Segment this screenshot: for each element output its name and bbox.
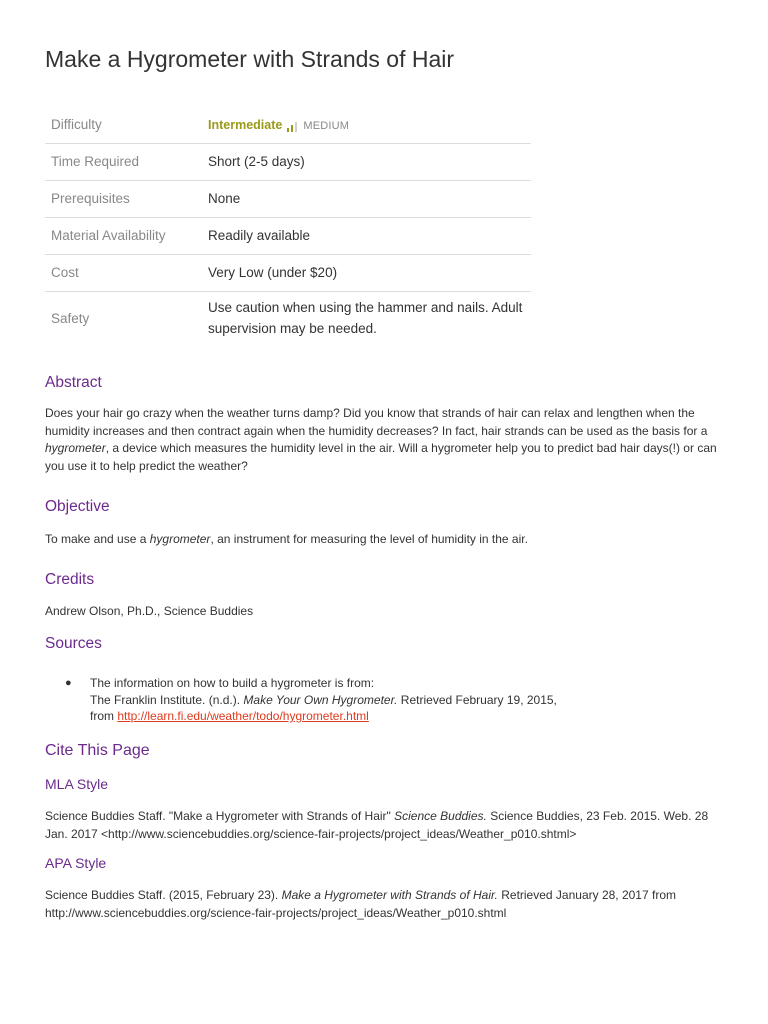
difficulty-level: Intermediate xyxy=(208,117,283,132)
meta-row-difficulty xyxy=(45,106,531,143)
objective-text xyxy=(45,531,725,549)
abstract-text-emphasis: hygrometer xyxy=(45,441,106,455)
meta-row-cost xyxy=(45,254,531,291)
bullet-icon: ● xyxy=(65,677,72,689)
difficulty-tag: MEDIUM xyxy=(303,119,350,132)
meta-key: Prerequisites xyxy=(45,180,202,217)
source-retrieved: Retrieved February 19, 2015, xyxy=(397,692,557,707)
meta-value: Readily available xyxy=(202,217,531,254)
mla-heading: MLA Style xyxy=(45,776,109,792)
abstract-text-part: , a device which measures the humidity level in the air. Will a hygrometer help you to predict bad hair days(!) or can you use it to help predict the weather? xyxy=(45,441,717,473)
source-title: Make Your Own Hygrometer. xyxy=(243,692,398,707)
project-meta-table xyxy=(45,106,531,345)
difficulty-bars-icon xyxy=(287,117,299,132)
meta-key: Time Required xyxy=(45,143,202,180)
source-line xyxy=(90,708,690,725)
credits-text: Andrew Olson, Ph.D., Science Buddies xyxy=(45,604,254,618)
mla-text-part: Science Buddies, 23 Feb. 2015. Web. 28 Jan. 2017 <http://www.sciencebuddies.org/science-fair-projects/project_ideas/Weather_p010.shtml> xyxy=(45,809,709,841)
mla-citation xyxy=(45,808,725,843)
meta-value: Short (2-5 days) xyxy=(202,143,531,180)
list-item xyxy=(90,675,690,725)
page-title: Make a Hygrometer with Strands of Hair xyxy=(45,46,455,72)
mla-text-emphasis: Science Buddies. xyxy=(394,809,487,823)
meta-value: None xyxy=(202,180,531,217)
apa-text-emphasis: Make a Hygrometer with Strands of Hair. xyxy=(281,888,498,902)
abstract-text-part: Does your hair go crazy when the weather turns damp? Did you know that strands of hair can relax and lengthen when the humidity increases and then contract again when the humidity decreases? In fact, hair strands can be used as the basis for a xyxy=(45,406,708,438)
meta-row-material xyxy=(45,217,531,254)
sources-heading: Sources xyxy=(45,635,102,652)
apa-heading: APA Style xyxy=(45,855,107,871)
meta-value: Very Low (under $20) xyxy=(202,254,531,291)
credits-heading: Credits xyxy=(45,571,95,588)
meta-key: Cost xyxy=(45,254,202,291)
meta-key: Difficulty xyxy=(45,106,202,143)
meta-key: Material Availability xyxy=(45,217,202,254)
abstract-text xyxy=(45,405,725,475)
meta-row-safety xyxy=(45,291,531,345)
source-line: The information on how to build a hygrometer is from: xyxy=(90,676,375,690)
objective-heading: Objective xyxy=(45,498,110,515)
objective-text-part: , an instrument for measuring the level of humidity in the air. xyxy=(210,532,528,546)
meta-value-difficulty xyxy=(202,106,531,143)
source-citation: The Franklin Institute. (n.d.). xyxy=(90,692,244,707)
meta-row-time xyxy=(45,143,531,180)
abstract-heading: Abstract xyxy=(45,374,102,391)
source-line xyxy=(90,692,690,709)
objective-text-emphasis: hygrometer xyxy=(149,532,211,546)
apa-text-part: Retrieved January 28, 2017 from http://www.sciencebuddies.org/science-fair-projects/project_ideas/Weather_p010.shtml xyxy=(45,888,676,920)
meta-value: Use caution when using the hammer and nails. Adult supervision may be needed. xyxy=(208,300,523,337)
meta-key: Safety xyxy=(51,310,90,326)
source-link[interactable]: http://learn.fi.edu/weather/todo/hygrometer.html xyxy=(117,709,369,723)
apa-citation xyxy=(45,887,725,922)
mla-text-part: Science Buddies Staff. "Make a Hygrometer with Strands of Hair" xyxy=(45,809,395,823)
objective-text-part: To make and use a xyxy=(45,532,150,546)
source-from: from xyxy=(90,709,118,723)
cite-heading: Cite This Page xyxy=(45,742,150,759)
meta-row-prerequisites xyxy=(45,180,531,217)
apa-text-part: Science Buddies Staff. (2015, February 23). xyxy=(45,888,282,902)
